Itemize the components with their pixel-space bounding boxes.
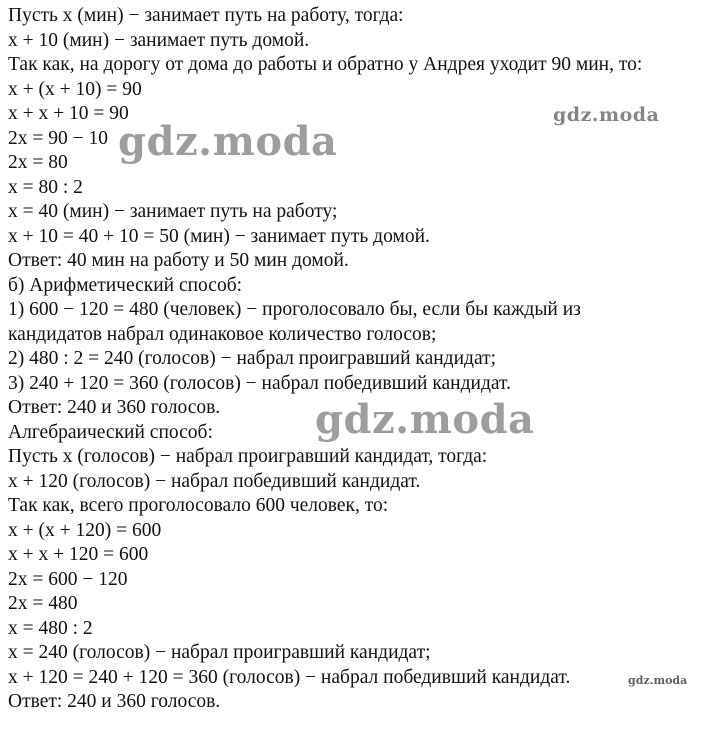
- section-heading: б) Арифметический способ:: [8, 274, 243, 296]
- text-line: x + 10 = 40 + 10 = 50 (мин) − занимает путь домой.: [8, 225, 430, 247]
- text-line: x + 10 (мин) − занимает путь домой.: [8, 29, 310, 51]
- text-line: x = 40 (мин) − занимает путь на работу;: [8, 201, 338, 222]
- text-line: 3) 240 + 120 = 360 (голосов) − набрал победивший кандидат.: [8, 372, 511, 394]
- text-line: 1) 600 − 120 = 480 (человек) − проголосовало бы, если бы каждый из: [8, 299, 581, 320]
- text-line: x + 120 = 240 + 120 = 360 (голосов) − набрал победивший кандидат.: [8, 666, 571, 688]
- text-line: Так как, на дорогу от дома до работы и обратно у Андрея уходит 90 мин, то:: [8, 54, 643, 75]
- text-line: x + 120 (голосов) − набрал победивший кандидат.: [8, 470, 421, 492]
- text-line: 2) 480 : 2 = 240 (голосов) − набрал проигравший кандидат;: [8, 348, 497, 369]
- text-line: Пусть x (мин) − занимает путь на работу, тогда:: [8, 5, 404, 26]
- equation-line: x = 80 : 2: [8, 176, 83, 198]
- watermark-logo: gdz.moda: [628, 674, 688, 687]
- equation-line: 2x = 600 − 120: [8, 568, 128, 590]
- section-heading: Алгебраический способ:: [8, 421, 213, 443]
- text-line: x = 240 (голосов) − набрал проигравший кандидат;: [8, 642, 431, 663]
- equation-line: x + (x + 10) = 90: [8, 78, 142, 100]
- equation-line: x = 480 : 2: [8, 617, 93, 639]
- equation-line: x + x + 120 = 600: [8, 544, 149, 565]
- watermark-logo: gdz.moda: [553, 104, 660, 126]
- equation-line: 2x = 480: [8, 593, 78, 614]
- answer-line: Ответ: 240 и 360 голосов.: [8, 397, 221, 418]
- text-line: кандидатов набрал одинаковое количество голосов;: [8, 323, 437, 345]
- text-line: Пусть x (голосов) − набрал проигравший кандидат, тогда:: [8, 446, 488, 467]
- answer-line: Ответ: 240 и 360 голосов.: [8, 691, 221, 712]
- watermark-logo: gdz.moda: [315, 396, 535, 443]
- text-line: Так как, всего проголосовало 600 человек, то:: [8, 495, 389, 516]
- answer-line: Ответ: 40 мин на работу и 50 мин домой.: [8, 250, 349, 271]
- watermark-logo: gdz.moda: [118, 118, 338, 165]
- equation-line: x + x + 10 = 90: [8, 103, 129, 124]
- equation-line: 2x = 90 − 10: [8, 127, 108, 149]
- equation-line: 2x = 80: [8, 152, 68, 173]
- equation-line: x + (x + 120) = 600: [8, 519, 162, 541]
